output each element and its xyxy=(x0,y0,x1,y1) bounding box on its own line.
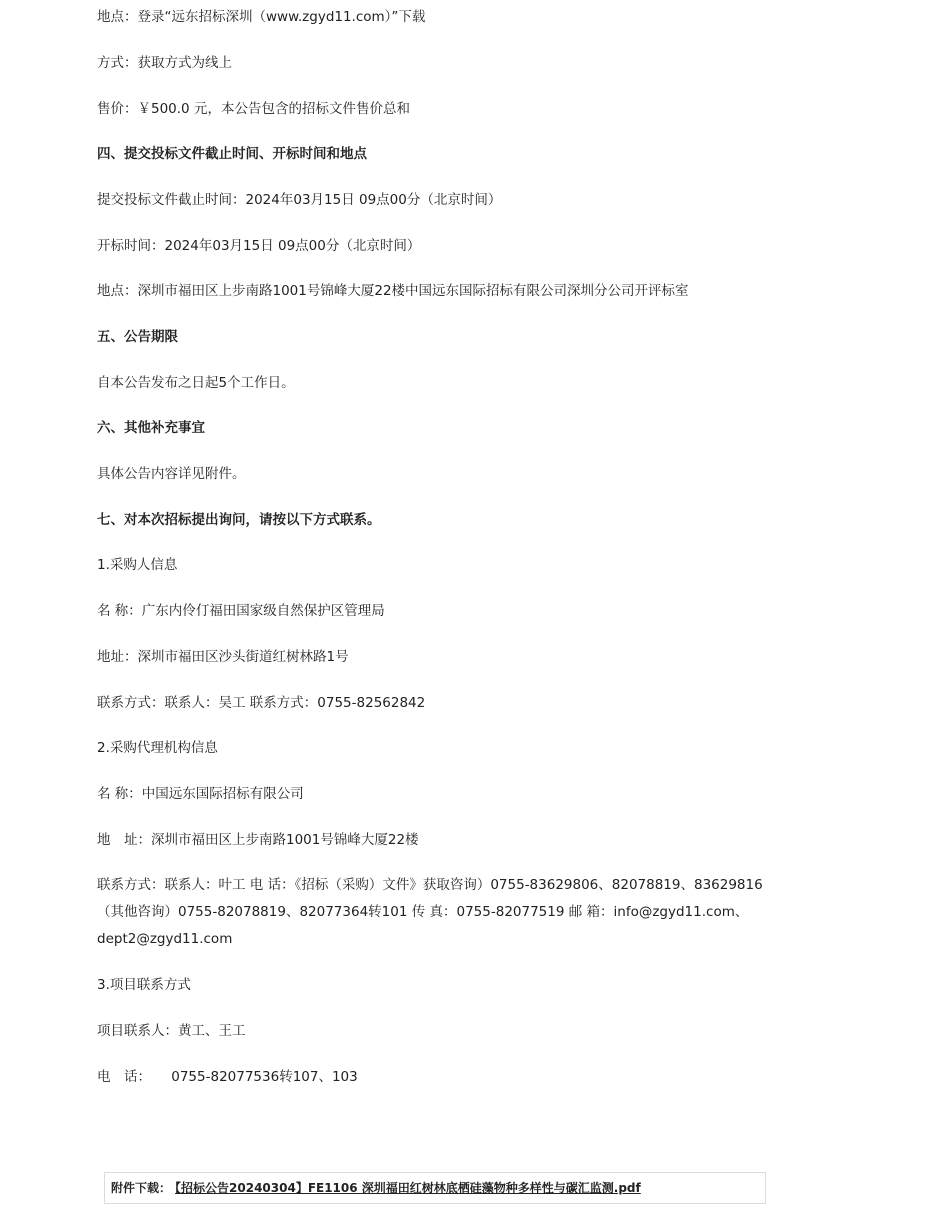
opening-time: 开标时间：2024年03月15日 09点00分（北京时间） xyxy=(97,238,421,254)
attachment-box xyxy=(104,1172,766,1204)
project-contact-persons: 项目联系人：黄工、王工 xyxy=(97,1023,246,1039)
purchaser-info-title: 1.采购人信息 xyxy=(97,557,178,573)
attachment-label: 附件下载： xyxy=(111,1181,172,1195)
download-location: 地点：登录“远东招标深圳（www.zgyd11.com）”下载 xyxy=(97,9,426,25)
project-contact-title: 3.项目联系方式 xyxy=(97,977,191,993)
agency-name: 名 称：中国远东国际招标有限公司 xyxy=(97,786,304,802)
supplementary-note: 具体公告内容详见附件。 xyxy=(97,466,246,482)
project-contact-phone: 电 话： 0755-82077536转107、103 xyxy=(97,1069,358,1085)
section-heading-6: 六、其他补充事宜 xyxy=(97,420,205,436)
agency-address: 地 址：深圳市福田区上步南路1001号锦峰大厦22楼 xyxy=(97,832,419,848)
notice-period: 自本公告发布之日起5个工作日。 xyxy=(97,375,295,391)
agency-info-title: 2.采购代理机构信息 xyxy=(97,740,218,756)
opening-location: 地点：深圳市福田区上步南路1001号锦峰大厦22楼中国远东国际招标有限公司深圳分公司开评标室 xyxy=(97,283,689,299)
purchaser-address: 地址：深圳市福田区沙头街道红树林路1号 xyxy=(97,649,349,665)
submission-deadline: 提交投标文件截止时间：2024年03月15日 09点00分（北京时间） xyxy=(97,192,502,208)
purchaser-contact: 联系方式：联系人：吴工 联系方式：0755-82562842 xyxy=(97,695,426,711)
section-heading-5: 五、公告期限 xyxy=(97,329,178,345)
purchaser-name: 名 称：广东内伶仃福田国家级自然保护区管理局 xyxy=(97,603,385,619)
section-heading-7: 七、对本次招标提出询问，请按以下方式联系。 xyxy=(97,512,381,528)
agency-contact: 联系方式：联系人：叶工 电 话：《招标（采购）文件》获取咨询）0755-83629806、82078819、83629816（其他咨询）0755-82078819、82077364转101 传 真：0755-82077519 邮 箱：info@zgyd11.com、dept2@zgyd11.com xyxy=(97,877,763,947)
section-heading-4: 四、提交投标文件截止时间、开标时间和地点 xyxy=(97,146,367,162)
attachment-download-link[interactable]: 【招标公告20240304】FE1106 深圳福田红树林底栖硅藻物种多样性与碳汇监测.pdf xyxy=(175,1181,641,1195)
acquisition-method: 方式：获取方式为线上 xyxy=(97,55,232,71)
document-price: 售价：￥500.0 元，本公告包含的招标文件售价总和 xyxy=(97,101,410,117)
